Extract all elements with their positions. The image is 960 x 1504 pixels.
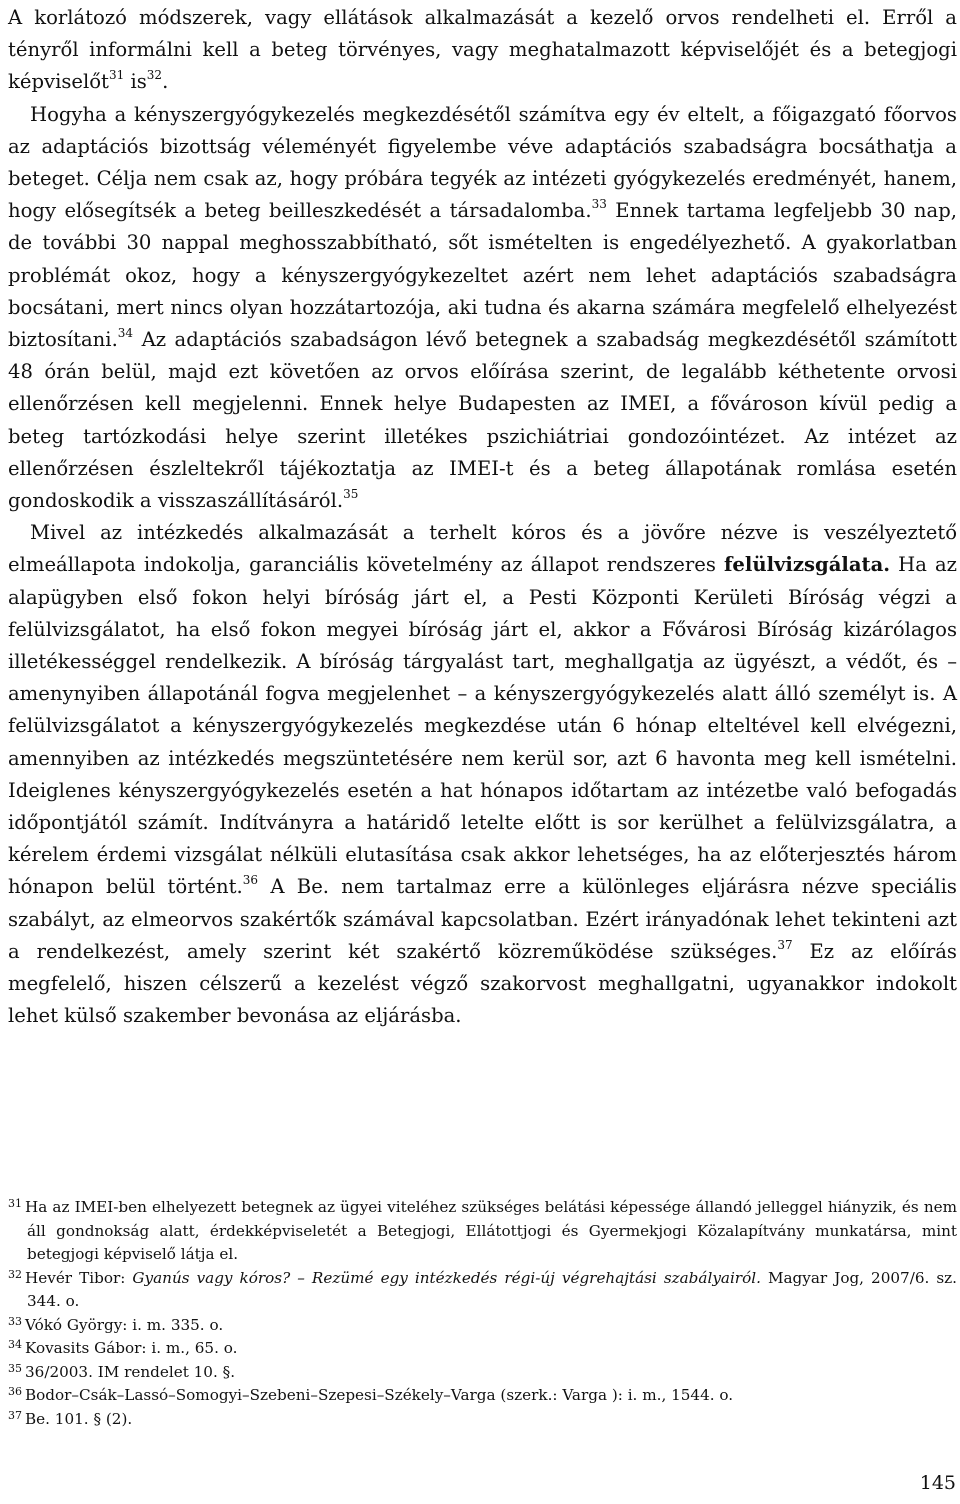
footnote-title: Gyanús vagy kóros? – Rezümé egy intézkedés régi-új végrehajtási szabályairól. [132,1268,761,1287]
footnote-text: Magyar Jog, 2007/6. sz. 344. o. [27,1268,957,1310]
footnote-ref-36[interactable]: 36 [242,873,259,888]
footnote-ref-35[interactable]: 35 [343,487,359,502]
paragraph-1 [8,2,957,99]
footnote-33: 33 Vókó György: i. m. 335. o. [8,1314,224,1334]
footnote-ref-33[interactable]: 33 [591,197,607,212]
footnote-text: Ha az IMEI-ben elhelyezett betegnek az ügyei viteléhez szükséges belátási képessége állandó jelleggel hiányzik, és nem áll gondnokság alatt, érdekképviseletét a Betegjogi, Ellátottjogi és Gyermekjogi Közalapítvány munkatársa, mint betegjogi képviselő látja el. [25,1198,957,1263]
footnote-ref-31[interactable]: 31 [108,68,125,83]
footnote-37: 37 Be. 101. § (2). [8,1408,133,1428]
footnotes [8,1196,957,1431]
footnote-ref-32[interactable]: 32 [146,68,163,83]
footnote-32: 32 Hevér Tibor: Gyanús vagy kóros? – Rezümé egy intézkedés régi-új végrehajtási szabályairól. Magyar Jog, 2007/6. sz. 344. o. [8,1267,957,1310]
footnote-text: 36/2003. IM rendelet 10. §. [25,1362,236,1381]
main-text [8,2,957,1033]
paragraph-text: A Be. nem tartalmaz erre a különleges eljárásra nézve speciális szabályt, az elmeorvos szakértők számával kapcsolatban. Ezért irányadónak lehet tekinteni azt a rendelkezést, amely szerint két szakértő közreműködése szükséges. [8,875,957,963]
footnote-36: 36 Bodor–Csák–Lassó–Somogyi–Szebeni–Szepesi–Székely–Varga (szerk.: Varga ): i. m., 1544. o. [8,1385,734,1404]
paragraph-text: Mivel az intézkedés alkalmazását a terhelt kóros és a jövőre nézve is veszélyeztető elmeállapota indokolja, garanciális követelmény az állapot rendszeres [8,521,957,577]
footnote-text: Be. 101. § (2). [25,1409,133,1428]
footnote-ref-37[interactable]: 37 [777,937,793,952]
paragraph-text: is [124,70,147,94]
paragraph-text: Ez az előírás megfelelő, hiszen célszerű a kezelést végző szakorvost meghallgatni, ugyanakkor indokolt lehet külső szakember bevonása az eljárásba. [8,939,957,1028]
footnote-text: Hevér Tibor: [25,1268,133,1287]
paragraph-text: Az adaptációs szabadságon lévő betegnek a szabadság megkezdésétől számított 48 órán belül, majd ezt követően az orvos előírása szerint, de legalább kéthetente orvosi ellenőrzésen kell megjelenni. Ennek helye Budapesten az IMEI, a fővároson kívül pedig a beteg tartózkodási helye szerint illetékes pszichiátriai gondozóintézet. Az intézet az ellenőrzésen észleltekről tájékoztatja az IMEI-t és a beteg állapotának romlása esetén gondoskodik a visszaszállításáról. [8,328,957,513]
footnote-text: Vókó György: i. m. 335. o. [25,1315,224,1334]
paragraph-text: . [162,70,169,94]
footnote-35: 35 36/2003. IM rendelet 10. §. [8,1361,236,1381]
paragraph-text: Hogyha a kényszergyógykezelés megkezdésétől számítva egy év eltelt, a főigazgató főorvos az adaptációs bizottság véleményét figyelembe véve adaptációs szabadságra bocsáthatja a beteget. Célja nem csak az, hogy próbára tegyék az intézeti gyógykezelés eredményét, hanem, hogy elősegítsék a beteg beilleszkedését a társadalomba. [8,102,957,223]
footnote-ref-34[interactable]: 34 [117,326,134,341]
paragraph-text: Ennek tartama legfeljebb 30 nap, de további 30 nappal meghosszabbítható, sőt ismételten is engedélyezhető. A gyakorlatban problémát okoz, hogy a kényszergyógykezeltet azért nem lehet adaptációs szabadságra bocsátani, mert nincs olyan hozzátartozója, aki tudna és akarna számára megfelelő elhelyezést biztosítani. [8,199,957,352]
paragraph-text: Ha az alapügyben első fokon helyi bíróság járt el, a Pesti Központi Kerületi Bíróság végzi a felülvizsgálatot, ha első fokon megyei bíróság járt el, akkor a Fővárosi Bíróság kizárólagos illetékességgel rendelkezik. A bíróság tárgyalást tart, meghallgatja az ügyészt, a védőt, és – amenynyiben állapotánál fogva megjelenhet – a kényszergyógykezelés alatt álló személyt is. A felülvizsgálatot a kényszergyógykezelés megkezdése után 6 hónap elteltével kell elvégezni, amennyiben az intézkedés megszüntetésére nem kerül sor, azt 6 havonta meg kell ismételni. Ideiglenes kényszergyógykezelés esetén a hat hónapos időtartam az intézetbe való befogadás időpontjától számít. Indítványra a határidő letelte előtt is sor kerülhet a felülvizsgálatra, a kérelem érdemi vizsgálat nélküli elutasítása csak akkor lehetséges, ha az előterjesztés három hónapon belül történt. [8,553,958,899]
page-number: 145 [919,1472,956,1494]
footnote-text: Bodor–Csák–Lassó–Somogyi–Szebeni–Szepesi–Székely–Varga (szerk.: Varga ): i. m., 1544. o. [25,1386,734,1404]
paragraph-text: A korlátozó módszerek, vagy ellátások alkalmazását a kezelő orvos rendelheti el. Erről a tényről informálni kell a beteg törvényes, vagy meghatalmazott képviselőjét és a betegjogi képviselőt [8,6,957,94]
bold-term: felülvizsgálata. [723,553,891,577]
footnote-31: 31 Ha az IMEI-ben elhelyezett betegnek az ügyei viteléhez szükséges belátási képessége állandó jelleggel hiányzik, és nem áll gondnokság alatt, érdekképviseletét a Betegjogi, Ellátottjogi és Gyermekjogi Közalapítvány munkatársa, mint betegjogi képviselő látja el. [8,1197,957,1263]
footnote-text: Kovasits Gábor: i. m., 65. o. [25,1339,238,1357]
footnote-34: 34 Kovasits Gábor: i. m., 65. o. [8,1338,238,1357]
paragraph-3 [8,517,957,1032]
paragraph-2 [8,99,957,518]
